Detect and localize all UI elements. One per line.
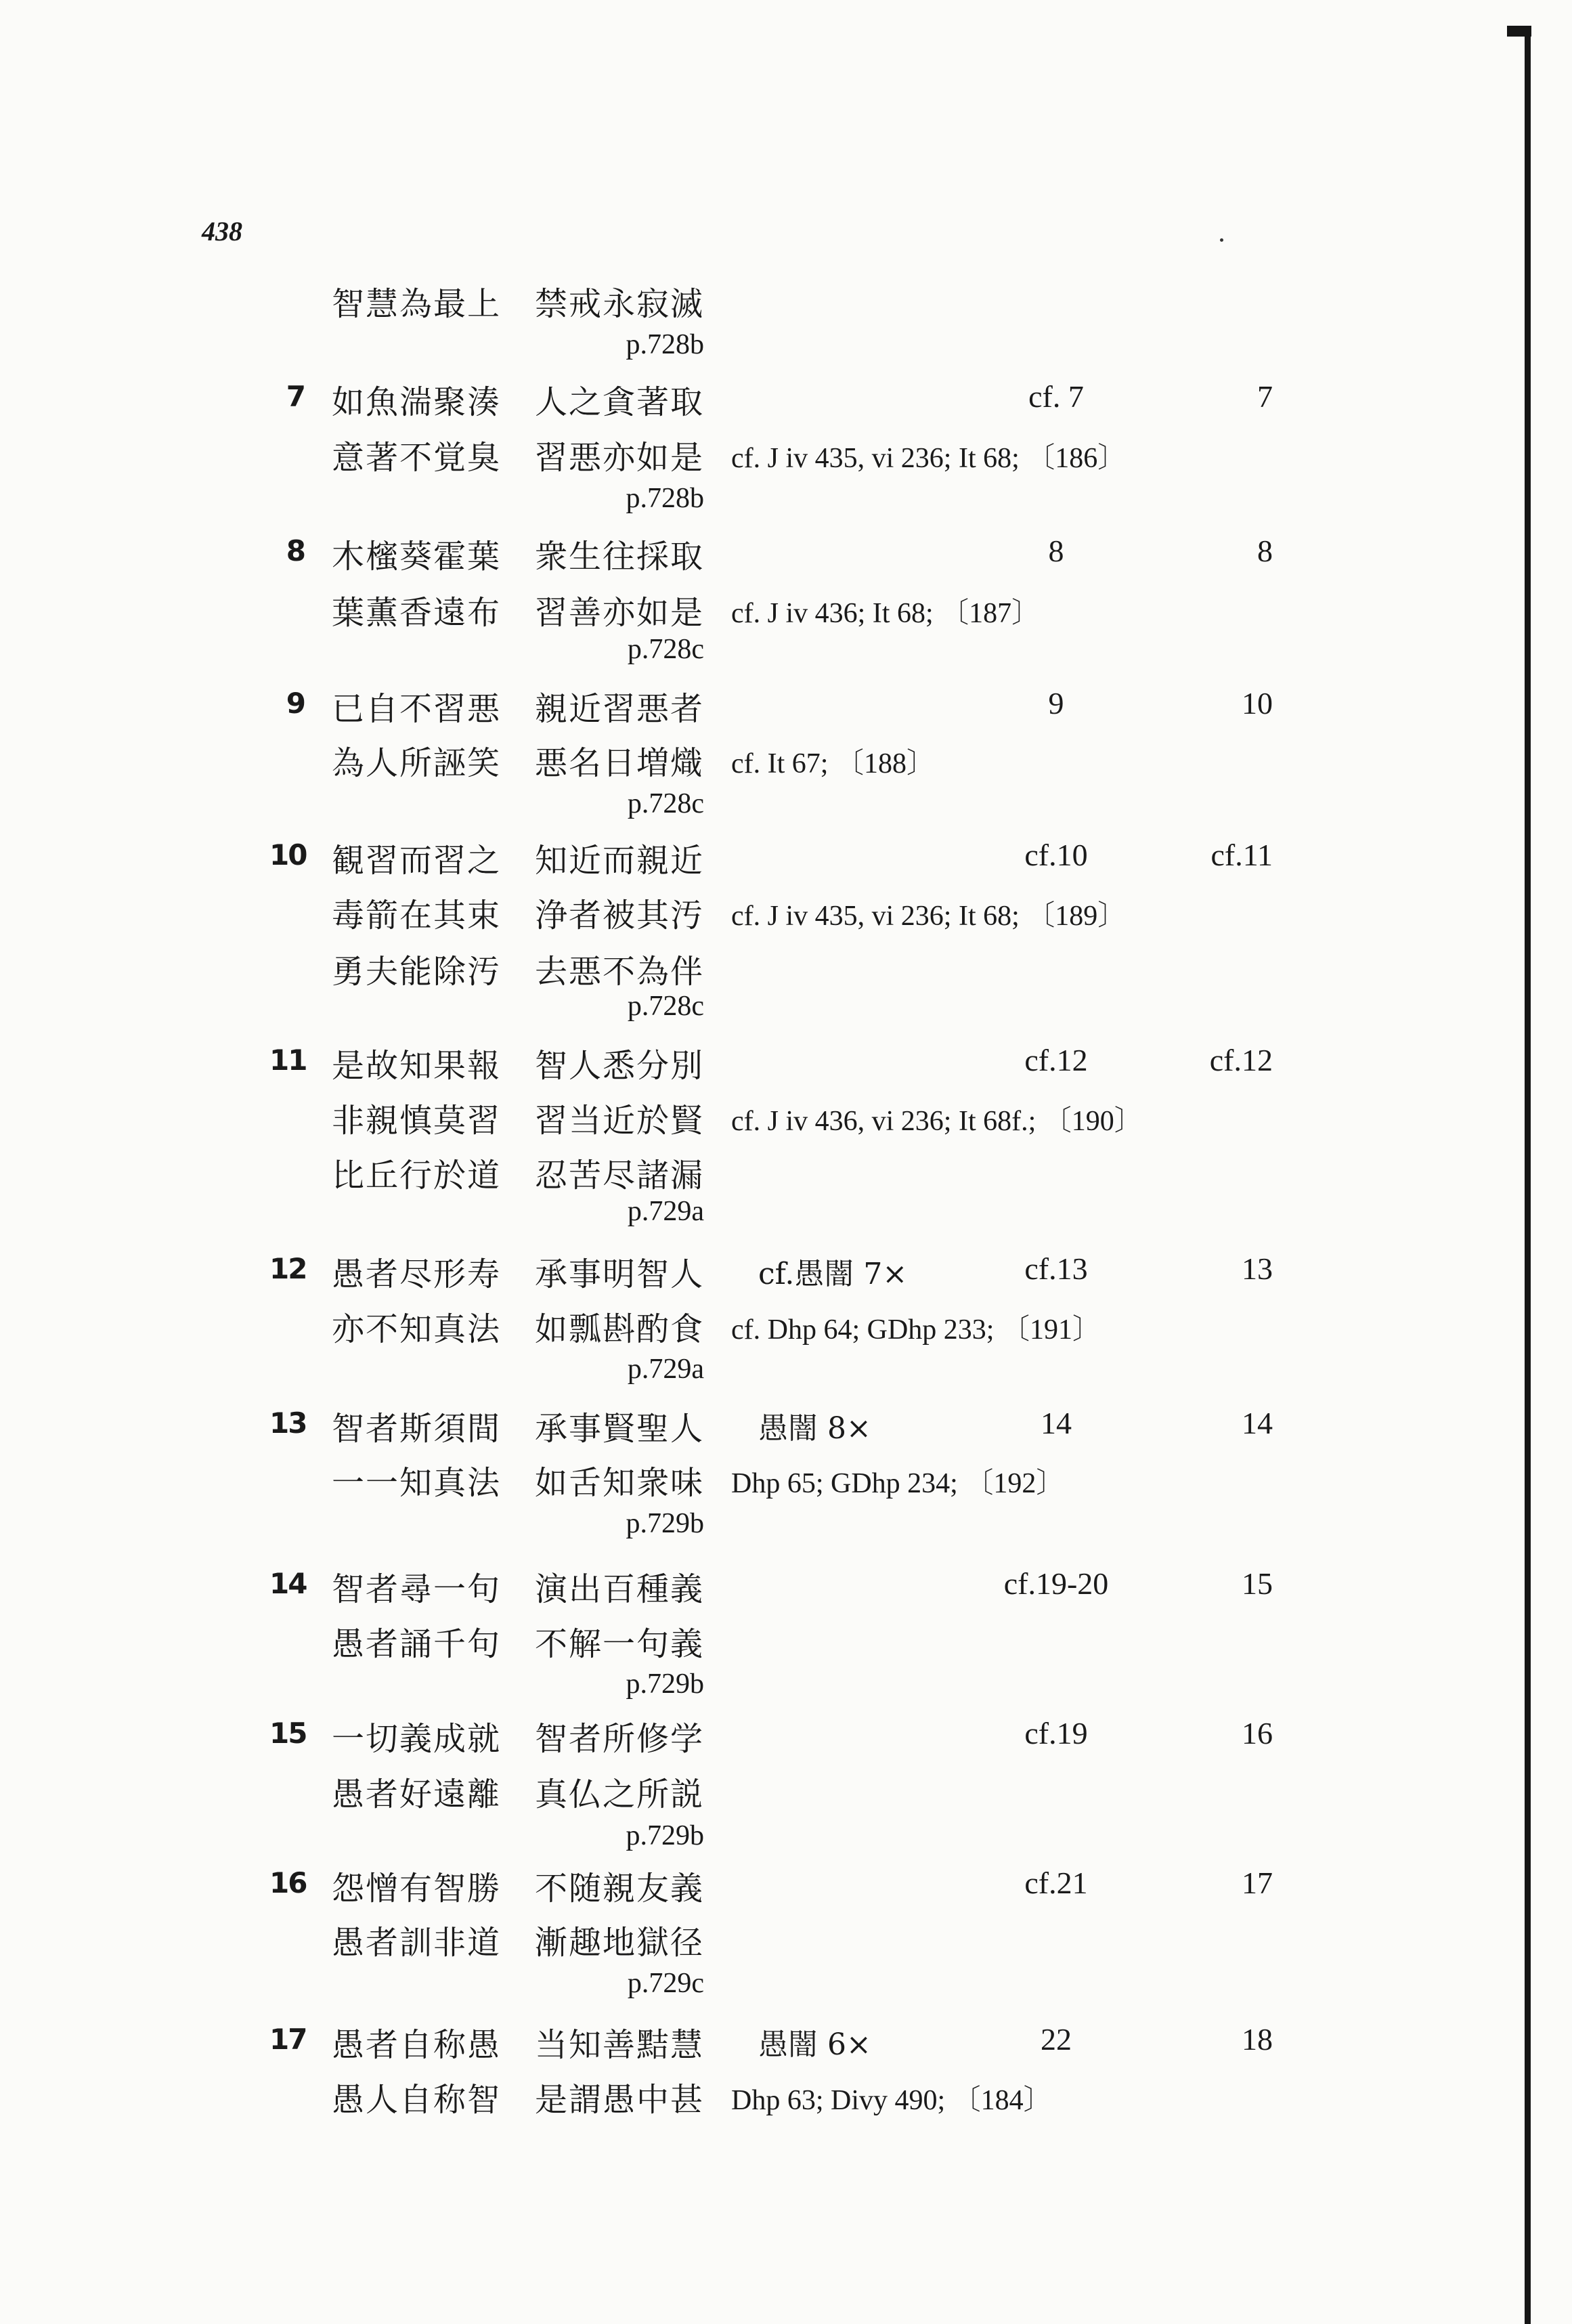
pali-number: 8 [1257,534,1273,568]
taisho-page-ref: p.728b [626,483,704,514]
parallel-number: 22 [1041,2022,1072,2057]
hemistich-second: 習悪亦如是 [535,439,705,477]
verse-line [0,376,1572,425]
parallel-number: 9 [1048,686,1064,720]
cross-reference: Dhp 65; GDhp 234; 〔192〕 [731,1468,1065,1499]
verse-line [0,1094,1572,1143]
parallel-number: cf.19 [1024,1716,1088,1750]
parallel-number: 8 [1048,534,1064,568]
verse-line [0,1618,1572,1666]
hemistich-second: 知近而親近 [535,842,705,880]
taisho-page-ref: p.729a [627,1196,704,1227]
taisho-page-ref: p.728c [627,634,704,665]
hemistich-second: 真仏之所説 [535,1776,705,1813]
verse-number: 14 [269,1567,307,1600]
verse-line [0,1149,1572,1198]
dharmapada-ref: 愚闇 6× [758,2027,871,2062]
pali-number: 17 [1242,1866,1273,1900]
hemistich-first: 葉薫香遠布 [332,594,502,632]
verse-line [0,834,1572,883]
verse-line [0,530,1572,579]
dharmapada-ref: 愚闇 8× [758,1411,871,1446]
taisho-page-ref: p.729b [626,1508,704,1539]
verse-line [0,1862,1572,1911]
hemistich-first: 已自不習悪 [332,690,502,728]
hemistich-second: 当知善黠慧 [535,2026,705,2064]
taisho-page-ref: p.728b [626,329,704,360]
print-speck [1220,238,1223,242]
hemistich-second: 悪名日増熾 [535,744,705,782]
dharmapada-ref: cf.愚闇 7× [758,1257,908,1291]
hemistich-first: 愚人自称智 [332,2081,502,2119]
hemistich-first: 観習而習之 [332,842,502,880]
parallel-number: cf. 7 [1028,379,1084,414]
taisho-ref-line [0,788,1572,828]
hemistich-second: 禁戒永寂滅 [535,285,705,323]
verse-line [0,1248,1572,1297]
verse-line [0,2073,1572,2122]
hemistich-first: 一切義成就 [332,1720,502,1758]
hemistich-second: 承事明智人 [535,1255,705,1293]
taisho-page-ref: p.729b [626,1820,704,1851]
verse-number: 17 [269,2023,307,2056]
verse-number: 15 [269,1717,307,1750]
verse-number: 9 [286,687,305,720]
pali-number: 14 [1242,1406,1273,1440]
verse-line [0,1303,1572,1352]
verse-line [0,1563,1572,1612]
hemistich-first: 勇夫能除汚 [332,953,502,991]
taisho-page-ref: p.729c [627,1968,704,1999]
hemistich-second: 如瓢斟酌食 [535,1310,705,1348]
hemistich-second: 忍苦尽諸漏 [535,1157,705,1195]
cross-reference: cf. J iv 435, vi 236; It 68; 〔186〕 [731,443,1127,474]
hemistich-second: 演出百種義 [535,1570,705,1608]
verse-number: 8 [286,534,305,567]
hemistich-second: 浄者被其汚 [535,897,705,934]
verse-number: 7 [286,380,305,413]
parallel-number: cf.10 [1024,838,1088,872]
taisho-page-ref: p.728c [627,991,704,1022]
parallel-number: cf.21 [1024,1866,1088,1900]
parallel-number: 14 [1041,1406,1072,1440]
hemistich-second: 去悪不為伴 [535,953,705,991]
hemistich-first: 是故知果報 [332,1047,502,1085]
verse-line [0,737,1572,786]
page-number: 438 [202,216,242,246]
hemistich-first: 一一知真法 [332,1464,502,1502]
hemistich-first: 愚者尽形寿 [332,1255,502,1293]
parallel-number: cf.13 [1024,1251,1088,1286]
verse-line [0,1916,1572,1965]
taisho-ref-line [0,990,1572,1031]
verse-line [0,2019,1572,2067]
hemistich-first: 非親慎莫習 [332,1102,502,1140]
taisho-ref-line [0,1195,1572,1236]
pali-number: 18 [1242,2022,1273,2057]
pali-number: cf.11 [1210,838,1273,872]
hemistich-first: 毒箭在其束 [332,897,502,934]
taisho-page-ref: p.729a [627,1354,704,1385]
hemistich-second: 智者所修学 [535,1720,705,1758]
verse-number: 12 [269,1252,307,1285]
hemistich-second: 習善亦如是 [535,594,705,632]
hemistich-second: 不随親友義 [535,1870,705,1908]
pali-number: 10 [1242,686,1273,720]
verse-line [0,889,1572,938]
hemistich-second: 不解一句義 [535,1625,705,1663]
hemistich-second: 人之貪著取 [535,383,705,421]
cross-reference: cf. Dhp 64; GDhp 233; 〔191〕 [731,1314,1101,1346]
pali-number: 13 [1242,1251,1273,1286]
hemistich-second: 承事賢聖人 [535,1410,705,1448]
taisho-ref-line [0,1668,1572,1708]
pali-number: cf.12 [1209,1043,1273,1077]
hemistich-first: 意著不覚臭 [332,439,502,477]
hemistich-first: 為人所誣笑 [332,744,502,782]
parallel-number: cf.19-20 [1003,1566,1109,1601]
hemistich-first: 愚者自称愚 [332,2026,502,2064]
pali-number: 15 [1242,1566,1273,1601]
verse-number: 13 [269,1406,307,1440]
verse-line [0,1768,1572,1817]
verse-line [0,586,1572,635]
taisho-ref-line [0,482,1572,523]
hemistich-first: 如魚湍聚湊 [332,383,502,421]
verse-number: 10 [269,838,307,872]
cross-reference: cf. It 67; 〔188〕 [731,748,935,779]
cross-reference: cf. J iv 435, vi 236; It 68; 〔189〕 [731,901,1127,932]
hemistich-second: 親近習悪者 [535,690,705,728]
hemistich-first: 智者尋一句 [332,1570,502,1608]
pali-number: 7 [1257,379,1273,414]
hemistich-second: 漸趣地獄径 [535,1924,705,1962]
verse-number: 16 [269,1866,307,1899]
hemistich-first: 木櫁葵霍葉 [332,538,502,576]
hemistich-first: 智者斯須間 [332,1410,502,1448]
hemistich-second: 衆生往採取 [535,538,705,576]
pali-number: 16 [1242,1716,1273,1750]
cross-reference: Dhp 63; Divy 490; 〔184〕 [731,2085,1052,2116]
verse-line [0,1039,1572,1088]
hemistich-first: 愚者誦千句 [332,1625,502,1663]
hemistich-first: 愚者訓非道 [332,1924,502,1962]
taisho-ref-line [0,328,1572,369]
taisho-ref-line [0,1820,1572,1860]
verse-line [0,1713,1572,1761]
hemistich-first: 亦不知真法 [332,1310,502,1348]
hemistich-second: 習当近於賢 [535,1102,705,1140]
hemistich-first: 愚者好遠離 [332,1776,502,1813]
taisho-ref-line [0,1507,1572,1548]
cross-reference: cf. J iv 436, vi 236; It 68f.; 〔190〕 [731,1106,1143,1137]
taisho-ref-line [0,633,1572,674]
verse-line [0,1457,1572,1505]
verse-line [0,945,1572,994]
hemistich-first: 比丘行於道 [332,1157,502,1195]
taisho-page-ref: p.729b [626,1669,704,1700]
hemistich-first: 怨憎有智勝 [332,1870,502,1908]
hemistich-second: 是謂愚中甚 [535,2081,705,2119]
taisho-ref-line [0,1353,1572,1394]
cross-reference: cf. J iv 436; It 68; 〔187〕 [731,598,1041,629]
taisho-page-ref: p.728c [627,788,704,819]
parallel-number: cf.12 [1024,1043,1088,1077]
hemistich-second: 如舌知衆味 [535,1464,705,1502]
taisho-ref-line [0,1967,1572,2008]
hemistich-first: 智慧為最上 [332,285,502,323]
hemistich-second: 智人悉分別 [535,1047,705,1085]
verse-line [0,431,1572,480]
verse-number: 11 [269,1043,307,1077]
verse-line [0,1402,1572,1451]
verse-line [0,683,1572,731]
verse-line [0,278,1572,326]
